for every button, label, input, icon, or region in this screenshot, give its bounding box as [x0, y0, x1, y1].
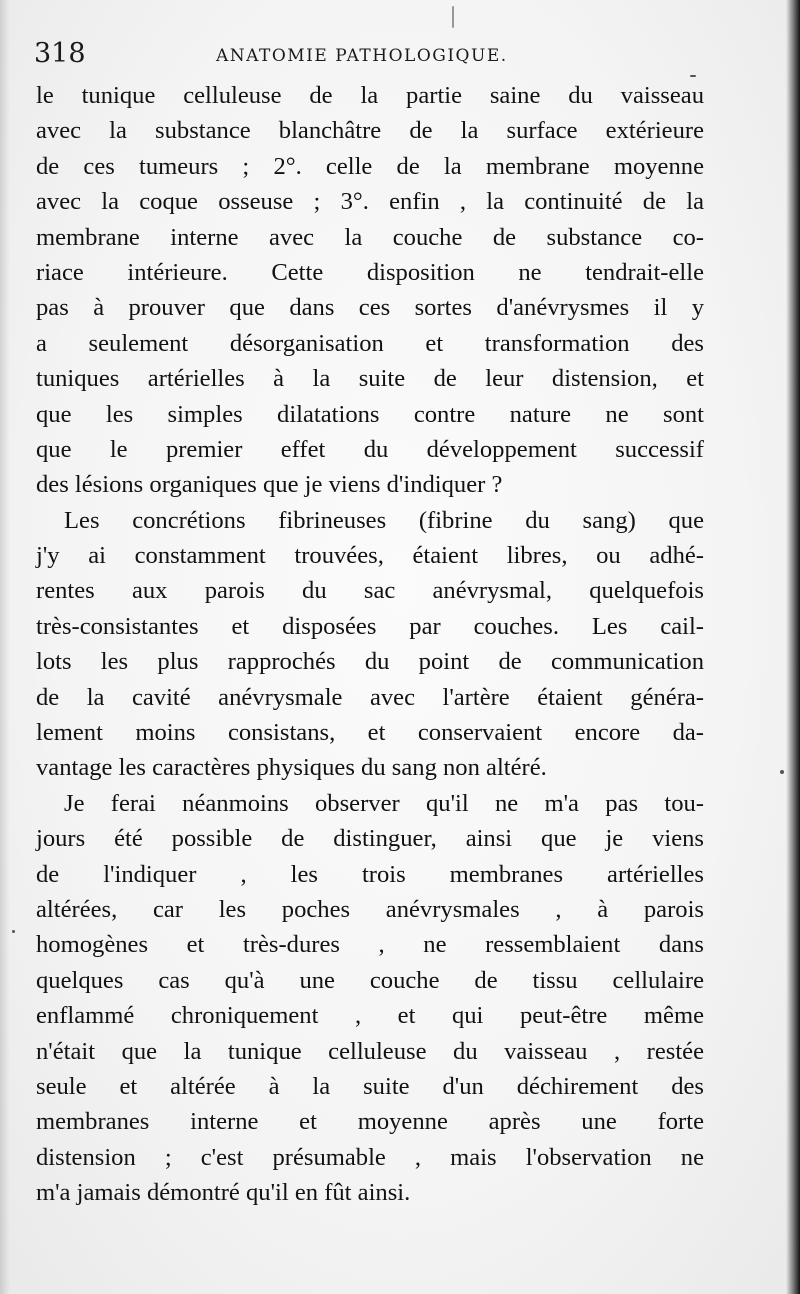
text-line: membranes interne et moyenne après une forte [36, 1108, 704, 1136]
paper-mark [452, 6, 454, 28]
text-line: avec la substance blanchâtre de la surface extérieure [36, 117, 704, 145]
page-number: 318 [34, 38, 86, 69]
running-title: ANATOMIE PATHOLOGIQUE. [216, 46, 508, 66]
text-line: de la cavité anévrysmale avec l'artère étaient généra- [36, 683, 704, 711]
text-line: lement moins consistans, et conservaient encore da- [36, 719, 704, 747]
text-line: a seulement désorganisation et transformation des [36, 329, 704, 357]
text-line: très-consistantes et disposées par couches. Les cail- [36, 612, 704, 640]
text-line: seule et altérée à la suite d'un déchirement des [36, 1072, 704, 1100]
text-line: n'était que la tunique celluleuse du vaisseau , restée [36, 1037, 704, 1065]
text-line: le tunique celluleuse de la partie saine du vaisseau [36, 82, 704, 109]
page-left-edge-shadow [0, 0, 10, 1294]
paragraph-first-line: Les concrétions fibrineuses (fibrine du sang) que [64, 506, 704, 534]
text-line: rentes aux parois du sac anévrysmal, quelquefois [36, 577, 704, 605]
paper-mark [12, 930, 15, 933]
text-line: membrane interne avec la couche de substance co- [36, 223, 704, 251]
text-line: que les simples dilatations contre nature ne sont [36, 400, 704, 428]
text-line: distension ; c'est présumable , mais l'observation ne [36, 1143, 704, 1171]
text-line: homogènes et très-dures , ne ressemblaient dans [36, 931, 704, 959]
text-line: j'y ai constamment trouvées, étaient libres, ou adhé- [36, 542, 704, 570]
text-line: de ces tumeurs ; 2°. celle de la membrane moyenne [36, 152, 704, 180]
body-text [36, 78, 704, 1211]
text-line: quelques cas qu'à une couche de tissu cellulaire [36, 966, 704, 994]
text-line: altérées, car les poches anévrysmales , à parois [36, 895, 704, 923]
text-line: de l'indiquer , les trois membranes artérielles [36, 860, 704, 888]
paragraph-first-line: Je ferai néanmoins observer qu'il ne m'a pas tou- [64, 789, 704, 817]
text-line: jours été possible de distinguer, ainsi que je viens [36, 825, 704, 853]
text-line: enflammé chroniquement , et qui peut-être même [36, 1002, 704, 1030]
text-line: m'a jamais démontré qu'il en fût ainsi. [36, 1179, 411, 1207]
text-line: pas à prouver que dans ces sortes d'anévrysmes il y [36, 294, 704, 322]
text-line: avec la coque osseuse ; 3°. enfin , la continuité de la [36, 188, 704, 216]
text-line: riace intérieure. Cette disposition ne tendrait-elle [36, 258, 704, 286]
paper-mark [780, 770, 784, 774]
text-line: des lésions organiques que je viens d'indiquer ? [36, 471, 503, 499]
text-line: lots les plus rapprochés du point de communication [36, 648, 704, 676]
paper-mark [690, 75, 696, 77]
text-line: tuniques artérielles à la suite de leur distension, et [36, 365, 704, 393]
page-right-edge-shadow [786, 0, 800, 1294]
text-line: vantage les caractères physiques du sang non altéré. [36, 754, 547, 782]
page-header [34, 38, 714, 72]
text-line: que le premier effet du développement successif [36, 435, 704, 463]
